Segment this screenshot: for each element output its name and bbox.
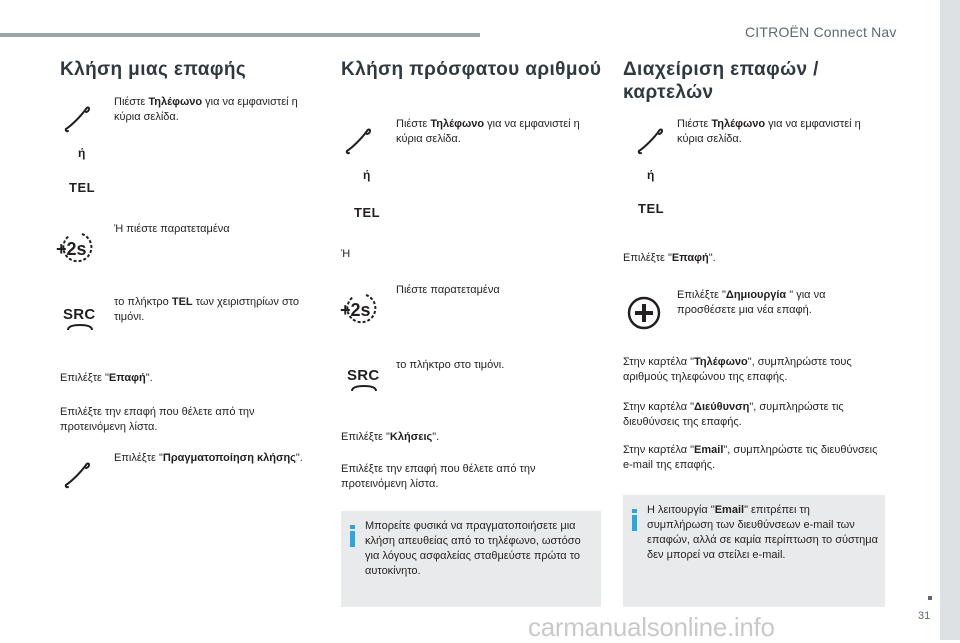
col1-step3-pre: το πλήκτρο <box>114 296 172 308</box>
col3-step6 <box>623 443 888 473</box>
col2-step4-pre: Επιλέξτε " <box>341 431 390 443</box>
col3-step1-pre: Πιέστε <box>677 118 712 130</box>
col3-step6-post: ", συμπληρώστε τις διευθύνσεις e-mail της επαφής. <box>623 444 878 471</box>
col1-step4-post: ". <box>145 372 153 384</box>
col3-step2-bold: Επαφή <box>671 252 709 264</box>
col3-step4-pre: Στην καρτέλα " <box>623 356 695 368</box>
col3-step1 <box>677 117 877 147</box>
col2-or-alt: Ή <box>341 248 351 260</box>
add-contact-icon <box>627 296 661 330</box>
side-strip <box>940 0 960 640</box>
col2-step4-post: ". <box>432 431 440 443</box>
col3-step5-bold: Διεύθυνση <box>694 401 750 413</box>
col1-step1-post: για να εμφανιστεί η κύρια σελίδα. <box>114 96 298 123</box>
col3-tel-label: TEL <box>638 201 665 216</box>
col2-title: Κλήση πρόσφατου αριθμού <box>341 59 602 80</box>
col3-or: ή <box>647 168 655 182</box>
col1-step3-bold: TEL <box>171 296 193 308</box>
brand-title: CITROËN Connect Nav <box>745 24 897 40</box>
col2-step1 <box>396 117 596 147</box>
col2-step5: Επιλέξτε την επαφή που θέλετε από την προτεινόμενη λίστα. <box>341 463 536 490</box>
col1-step4-bold: Επαφή <box>108 372 146 384</box>
col2-step3: το πλήκτρο στο τιμόνι. <box>396 359 505 371</box>
header-rule <box>0 33 480 37</box>
page-marker <box>928 596 932 600</box>
col1-or: ή <box>78 146 86 160</box>
col3-step5-post: ", συμπληρώστε τις διευθύνσεις της επαφής. <box>623 401 844 428</box>
info-icon <box>632 509 637 531</box>
col2-info-note <box>341 511 601 607</box>
col1-step6-bold: Πραγματοποίηση κλήσης <box>162 452 296 464</box>
plus-2s-icon <box>339 292 385 326</box>
col1-step1 <box>114 95 314 125</box>
watermark: carmanualsonline.info <box>528 612 775 642</box>
phone-icon <box>343 126 373 156</box>
col3-note-post: " επιτρέπει τη συμπλήρωση των διευθύνσεων e-mail των επαφών, αλλά σε καμία περίπτωση το σύστημα δεν μπορεί να στείλει e-mail. <box>647 504 878 561</box>
col3-step3-pre: Επιλέξτε " <box>677 289 726 301</box>
col2-step1-post: για να εμφανιστεί η κύρια σελίδα. <box>396 118 580 145</box>
col1-step3-post: των χειριστηρίων στο τιμόνι. <box>114 296 300 323</box>
col1-step3 <box>114 295 314 325</box>
col3-step5-pre: Στην καρτέλα " <box>623 401 695 413</box>
col1-step2: Ή πιέστε παρατεταμένα <box>114 223 230 235</box>
col3-note-pre: Η λειτουργία " <box>647 504 715 516</box>
phone-icon <box>62 104 92 134</box>
plus-2s-icon <box>55 231 101 265</box>
src-label: SRC <box>63 306 96 323</box>
col1-step6-post: ". <box>295 452 303 464</box>
col1-step4 <box>60 371 310 386</box>
col3-step2-pre: Επιλέξτε " <box>623 252 672 264</box>
col2-title-wrap <box>341 58 601 81</box>
phone-icon <box>635 126 665 156</box>
col3-info-note <box>623 495 885 607</box>
col1-step1-pre: Πιέστε <box>114 96 149 108</box>
col2-step4-bold: Κλήσεις <box>389 431 433 443</box>
col2-step1-bold: Τηλέφωνο <box>430 118 485 130</box>
col2-step1-pre: Πιέστε <box>396 118 431 130</box>
page-number: 31 <box>918 610 931 622</box>
col2-or: ή <box>363 168 371 182</box>
phone-icon <box>62 460 92 490</box>
col3-title-line1: Διαχείριση επαφών / <box>623 59 819 80</box>
col2-step2: Πιέστε παρατεταμένα <box>396 284 500 296</box>
col3-title-line2: καρτελών <box>623 82 714 103</box>
col3-step5 <box>623 400 873 430</box>
plus-2s-label: +2s <box>340 300 371 320</box>
col3-step6-bold: Email <box>694 444 724 456</box>
col3-step3-bold: Δημιουργία <box>725 289 787 301</box>
col1-title: Κλήση μιας επαφής <box>60 59 247 80</box>
col3-title-wrap <box>623 58 819 104</box>
col3-step3-post: " για να προσθέσετε μια νέα επαφή. <box>677 289 826 316</box>
col3-step1-post: για να εμφανιστεί η κύρια σελίδα. <box>677 118 861 145</box>
col1-step6-pre: Επιλέξτε " <box>114 452 163 464</box>
col1-step4-pre: Επιλέξτε " <box>60 372 109 384</box>
info-icon <box>350 525 355 547</box>
handset-icon <box>66 324 94 332</box>
plus-2s-label: +2s <box>56 239 87 259</box>
col2-step4 <box>341 430 591 445</box>
col3-step4-post: ", συμπληρώστε τους αριθμούς τηλεφώνου της επαφής. <box>623 356 852 383</box>
src-label: SRC <box>347 367 380 384</box>
col3-step4 <box>623 355 873 385</box>
col1-step6 <box>114 451 324 466</box>
col3-step2 <box>623 251 873 266</box>
col3-step4-bold: Τηλέφωνο <box>694 356 748 368</box>
src-icon <box>63 306 99 332</box>
col3-note-text <box>647 503 879 563</box>
handset-icon <box>350 385 378 393</box>
col3-step1-bold: Τηλέφωνο <box>711 118 766 130</box>
col3-step6-pre: Στην καρτέλα " <box>623 444 695 456</box>
src-icon <box>347 367 383 393</box>
col3-step2-post: ". <box>708 252 716 264</box>
col3-step3 <box>677 288 877 318</box>
col2-tel-label: TEL <box>354 205 381 220</box>
col2-note-text: Μπορείτε φυσικά να πραγματοποιήσετε μια κλήση απευθείας από το τηλέφωνο, ωστόσο για λόγους ασφαλείας σταθμεύστε πρώτα το αυτοκίνητο. <box>365 520 581 577</box>
col3-note-bold: Email <box>714 504 745 516</box>
col1-tel-label: TEL <box>69 180 96 195</box>
col1-step1-bold: Τηλέφωνο <box>148 96 203 108</box>
col1-title-wrap <box>60 58 246 81</box>
col1-step5: Επιλέξτε την επαφή που θέλετε από την προτεινόμενη λίστα. <box>60 406 255 433</box>
